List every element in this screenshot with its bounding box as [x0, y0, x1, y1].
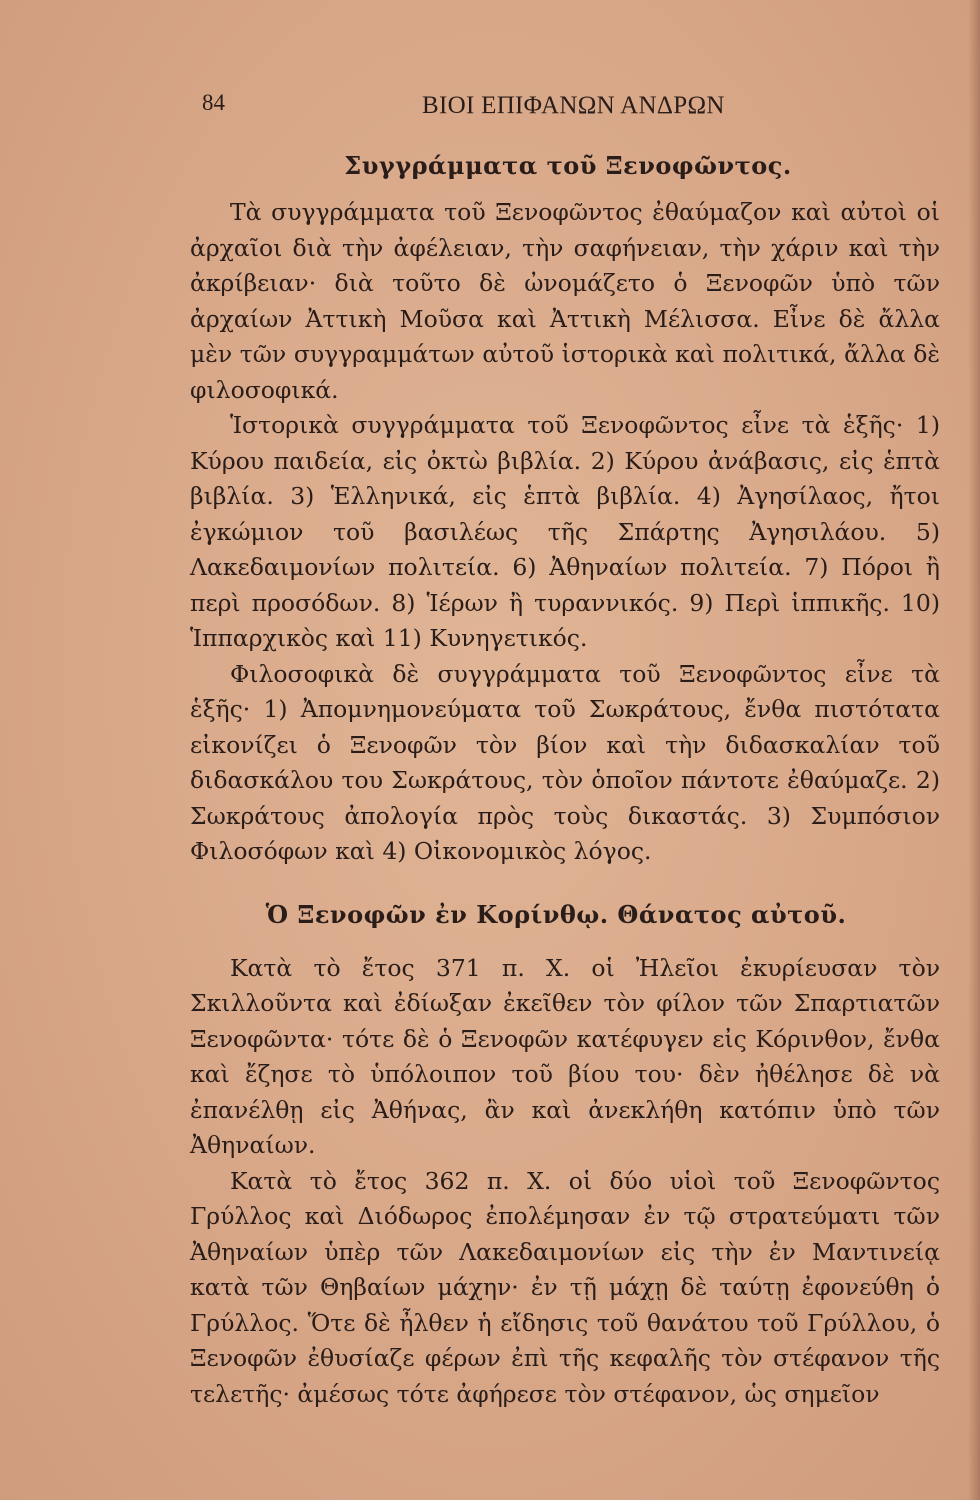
paragraph-historical-works: Ἱστορικὰ συγγράμματα τοῦ Ξενοφῶντος εἶνε τὰ ἑξῆς· 1) Κύρου παιδεία, εἰς ὀκτὼ βιβλία. 2) Κύρου ἀνάβασις, εἰς ἑπτὰ βιβλία. 3) Ἑλληνικά, εἰς ἑπτὰ βιβλία. 4) Ἀγησίλαος, ἤτοι ἐγκώμιον τοῦ βασιλέως τῆς Σπάρτης Ἀγησιλάου. 5) Λακεδαιμονίων πολιτεία. 6) Ἀθηναίων πολιτεία. 7) Πόροι ἢ περὶ προσόδων. 8) Ἱέρων ἢ τυραννικός. 9) Περὶ ἱππικῆς. 10) Ἱππαρχικὸς καὶ 11) Κυνηγετικός. — [190, 411, 940, 652]
section-heading-corinth-death: Ὁ Ξενοφῶν ἐν Κορίνθῳ. Θάνατος αὐτοῦ. — [265, 899, 847, 929]
paragraph-gryllus: Κατὰ τὸ ἔτος 362 π. Χ. οἱ δύο υἱοὶ τοῦ Ξενοφῶντος Γρύλλος καὶ Διόδωρος ἐπολέμησαν ἐν τῷ στρατεύματι τῶν Ἀθηναίων ὑπὲρ τῶν Λακεδαιμονίων εἰς τὴν ἐν Μαντινείᾳ κατὰ τῶν Θηβαίων μάχην· ἐν τῇ μάχῃ δὲ ταύτῃ ἐφονεύθη ὁ Γρύλλος. Ὅτε δὲ ἦλθεν ἡ εἴδησις τοῦ θανάτου τοῦ Γρύλλου, ὁ Ξενοφῶν ἐθυσίαζε φέρων ἐπὶ τῆς κεφαλῆς τὸν στέφανον τῆς τελετῆς· ἀμέσως τότε ἀφήρεσε τὸν στέφανον, ὡς σημεῖον — [190, 1166, 940, 1408]
section-heading-works: Συγγράμματα τοῦ Ξενοφῶντος. — [344, 151, 792, 180]
section-corinth-body — [190, 951, 940, 1413]
book-page — [190, 84, 940, 1412]
section-works-body — [190, 195, 940, 870]
page-number: 84 — [202, 90, 225, 115]
page-header — [190, 84, 940, 128]
paragraph-works-intro: Τὰ συγγράμματα τοῦ Ξενοφῶντος ἐθαύμαζον καὶ αὐτοὶ οἱ ἀρχαῖοι διὰ τὴν ἀφέλειαν, τὴν σαφήνειαν, τὴν χάριν καὶ τὴν ἀκρίβειαν· διὰ τοῦτο δὲ ὠνομάζετο ὁ Ξενοφῶν ὑπὸ τῶν ἀρχαίων Ἀττικὴ Μοῦσα καὶ Ἀττικὴ Μέλισσα. Εἶνε δὲ ἄλλα μὲν τῶν συγγραμμάτων αὐτοῦ ἱστορικὰ καὶ πολιτικά, ἄλλα δὲ φιλοσοφικά. — [190, 198, 940, 404]
page-edge-shadow — [968, 0, 980, 1500]
paragraph-corinth: Κατὰ τὸ ἔτος 371 π. Χ. οἱ Ἠλεῖοι ἐκυρίευσαν τὸν Σκιλλοῦντα καὶ ἐδίωξαν ἐκεῖθεν τὸν φίλον τῶν Σπαρτιατῶν Ξενοφῶντα· τότε δὲ ὁ Ξενοφῶν κατέφυγεν εἰς Κόρινθον, ἔνθα καὶ ἔζησε τὸ ὑπόλοιπον τοῦ βίου του· δὲν ἠθέλησε δὲ νὰ ἐπανέλθῃ εἰς Ἀθήνας, ἂν καὶ ἀνεκλήθη κατόπιν ὑπὸ τῶν Ἀθηναίων. — [190, 953, 940, 1159]
paragraph-philosophical-works: Φιλοσοφικὰ δὲ συγγράμματα τοῦ Ξενοφῶντος εἶνε τὰ ἑξῆς· 1) Ἀπομνημονεύματα τοῦ Σωκράτους, ἔνθα πιστότατα εἰκονίζει ὁ Ξενοφῶν τὸν βίον καὶ τὴν διδασκαλίαν τοῦ διδασκάλου του Σωκράτους, τὸν ὁποῖον πάντοτε ἐθαύμαζε. 2) Σωκράτους ἀπολογία πρὸς τοὺς δικαστάς. 3) Συμπόσιον Φιλοσόφων καὶ 4) Οἰκονομικὸς λόγος. — [190, 659, 940, 865]
running-title: ΒΙΟΙ ΕΠΙΦΑΝΩΝ ΑΝΔΡΩΝ — [422, 92, 725, 119]
